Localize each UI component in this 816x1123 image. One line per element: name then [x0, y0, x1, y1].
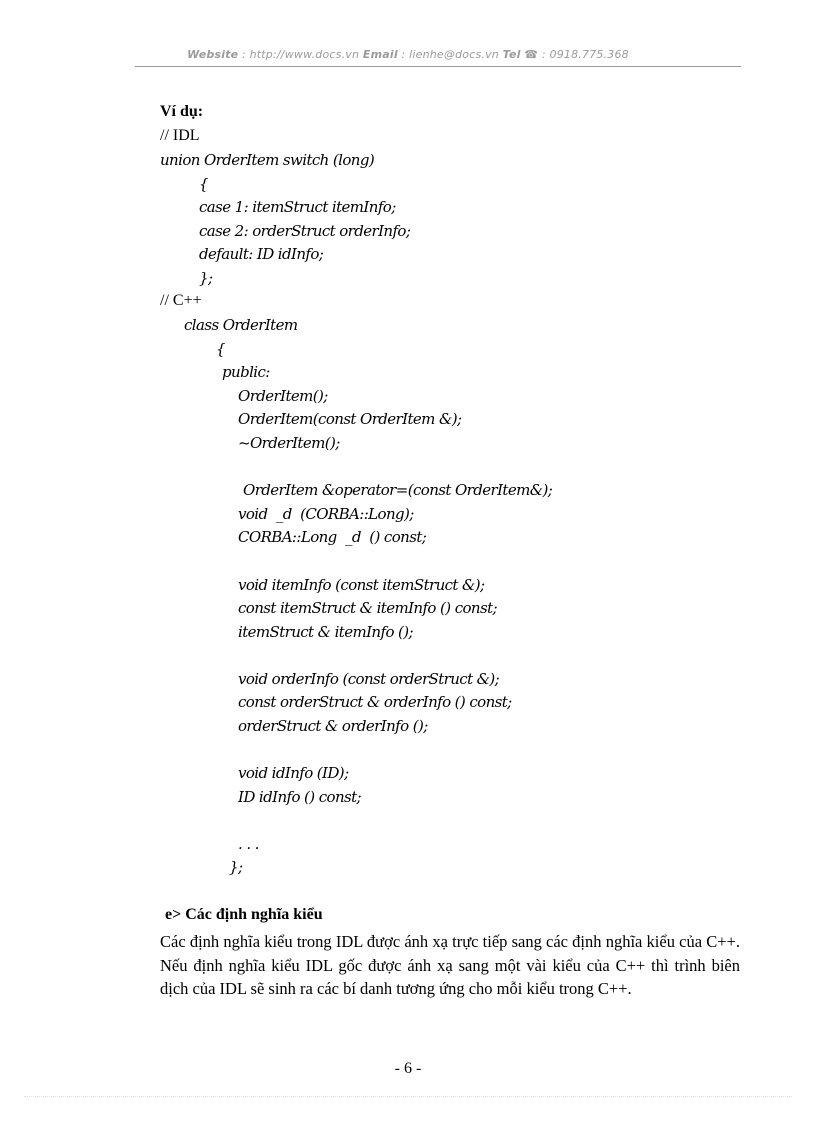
code-line: ID idInfo () const;	[238, 788, 361, 806]
code-line: CORBA::Long _d () const;	[238, 528, 427, 546]
example-heading: Ví dụ:	[160, 103, 204, 120]
telephone-icon: ☎	[524, 48, 539, 61]
code-line: case 2: orderStruct orderInfo;	[199, 222, 411, 240]
code-line: void itemInfo (const itemStruct &);	[238, 576, 485, 594]
header-divider	[135, 66, 741, 67]
code-line: const orderStruct & orderInfo () const;	[238, 693, 512, 711]
code-line: class OrderItem	[184, 316, 298, 334]
website-url: : http://www.docs.vn	[238, 48, 363, 61]
code-line: itemStruct & itemInfo ();	[238, 623, 413, 641]
code-line: public:	[222, 363, 270, 381]
code-line: orderStruct & orderInfo ();	[238, 717, 428, 735]
code-line: const itemStruct & itemInfo () const;	[238, 599, 497, 617]
page-header	[0, 48, 816, 61]
section-heading: e> Các định nghĩa kiểu	[165, 906, 323, 923]
code-line: void idInfo (ID);	[238, 764, 349, 782]
code-line: case 1: itemStruct itemInfo;	[199, 198, 396, 216]
code-line: union OrderItem switch (long)	[160, 151, 375, 169]
idl-comment: // IDL	[160, 127, 200, 144]
code-ellipsis: . . .	[238, 835, 259, 853]
tel-label: Tel	[502, 48, 521, 61]
code-line: ~OrderItem();	[238, 434, 340, 452]
code-line: OrderItem(const OrderItem &);	[238, 410, 462, 428]
code-line: {	[199, 175, 208, 193]
code-line: };	[199, 269, 213, 287]
tel-number: : 0918.775.368	[538, 48, 629, 61]
code-line: OrderItem();	[238, 387, 328, 405]
code-line: };	[229, 858, 243, 876]
section-paragraph: Các định nghĩa kiểu trong IDL được ánh xạ trực tiếp sang các định nghĩa kiểu của C++. Nếu định nghĩa kiểu IDL gốc được ánh xạ sang một vài kiểu của C++ thì trình biên dịch của IDL sẽ sinh ra các bí danh tương ứng cho mỗi kiểu trong C++.	[160, 932, 740, 998]
cpp-comment: // C++	[160, 292, 202, 309]
page-number: - 6 -	[394, 1060, 422, 1077]
code-line: default: ID idInfo;	[199, 245, 324, 263]
code-line: void _d (CORBA::Long);	[238, 505, 414, 523]
website-label: Website	[187, 48, 239, 61]
email-address: : lienhe@docs.vn	[397, 48, 503, 61]
code-line: {	[216, 340, 225, 358]
email-label: Email	[362, 48, 398, 61]
code-line: OrderItem &operator=(const OrderItem&);	[243, 481, 553, 499]
footer-divider	[24, 1096, 792, 1097]
code-line: void orderInfo (const orderStruct &);	[238, 670, 500, 688]
